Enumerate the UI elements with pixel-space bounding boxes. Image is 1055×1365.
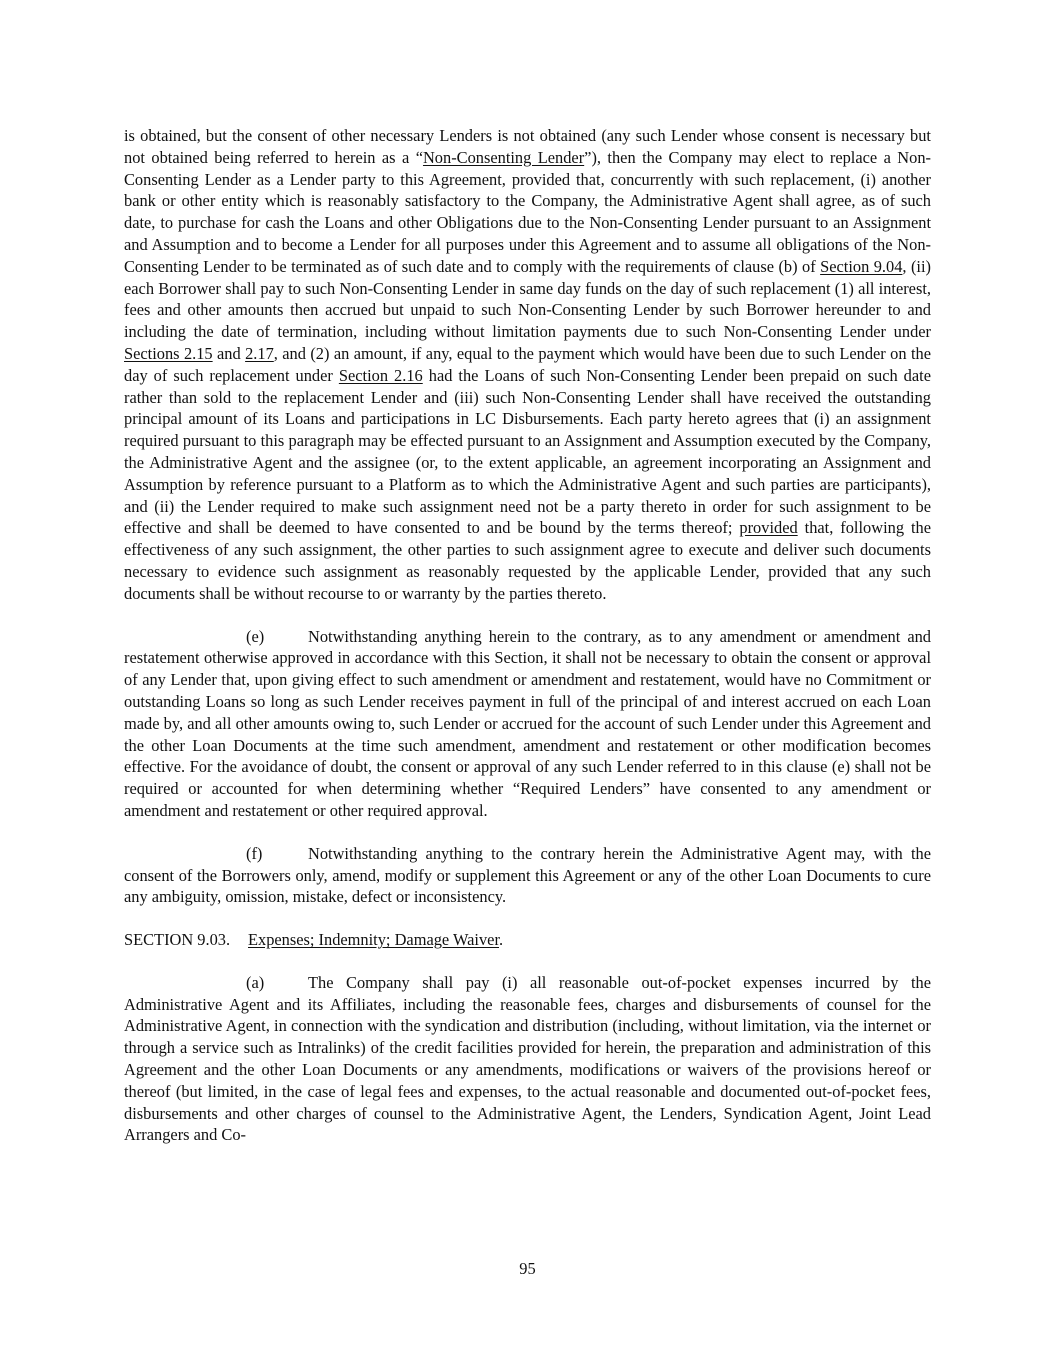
defined-term-non-consenting-lender: Non-Consenting Lender — [422, 147, 585, 167]
text-run: , (ii) each Borrower shall pay to such Non-Consenting Lender in same day funds on the day of such replacement (1) all interest, fees and other amounts then accrued but unpaid to such Non-Consenting Lender by such Borrower hereunder to and including the date of termination, including without limitation payments due to such Non-Consenting Lender under — [124, 256, 931, 342]
paragraph-non-consenting-lender — [124, 125, 931, 605]
clause-e — [124, 626, 931, 822]
clause-label: (a) — [246, 972, 265, 992]
emphasized-term-provided: provided — [739, 518, 798, 538]
text-run: that, following the effectiveness of any such assignment, the other parties to such assignment agree to execute and deliver such documents necessary to evidence such assignment as reasonably requested by the applicable Lender, provided that any such documents shall be without recourse to or warranty by the parties thereto. — [124, 518, 932, 603]
page-number: 95 — [519, 1259, 536, 1278]
section-number: SECTION 9.03. — [124, 930, 231, 950]
section-reference: Section 2.16 — [338, 365, 423, 385]
clause-label: (f) — [246, 843, 263, 863]
clause-text: Notwithstanding anything herein to the contrary, as to any amendment or amendment and restatement otherwise approved in accordance with this Section, it shall not be necessary to obtain the consent or approval of any Lender that, upon giving effect to such amendment or amendment and restatement, would have no Commitment or outstanding Loans so long as such Lender receives payment in full of the principal of and interest accrued on each Loan made by, and all other amounts owing to, such Lender or accrued for the account of such Lender under this Agreement and the other Loan Documents at the time such amendment, amendment and restatement or other modification becomes effective. For the avoidance of doubt, the consent or approval of any such Lender referred to in this clause (e) shall not be required or accounted for when determining whether “Required Lenders” have consented to any amendment or amendment and restatement or other required approval. — [124, 626, 931, 820]
section-heading — [124, 929, 931, 951]
text-run: ”), then the Company may elect to replace a Non-Consenting Lender as a Lender party to this Agreement, provided that, concurrently with such replacement, (i) another bank or other entity which is reasonably satisfactory to the Company, the Administrative Agent shall agree, as of such date, to purchase for cash the Loans and other Obligations due to the Non-Consenting Lender pursuant to an Assignment and Assumption and to become a Lender for all purposes under this Agreement and to assume all obligations of the Non-Consenting Lender to be terminated as of such date and to comply with the requirements of clause (b) of — [124, 147, 931, 276]
clause-f — [124, 843, 931, 908]
clause-text: The Company shall pay (i) all reasonable out-of-pocket expenses incurred by the Administrative Agent and its Affiliates, including the reasonable fees, charges and disbursements of counsel for the Administrative Agent, in connection with the syndication and distribution (including, without limitation, via the internet or through a service such as Intralinks) of the credit facilities provided for herein, the preparation and administration of this Agreement and the other Loan Documents or any amendments, modifications or waivers of the provisions hereof or thereof (but limited, in the case of legal fees and expenses, to the actual reasonable and documented out-of-pocket fees, disbursements and other charges of counsel to the Administrative Agent, the Lenders, Syndication Agent, Joint Lead Arrangers and Co- — [124, 972, 931, 1145]
section-reference: Section 9.04 — [820, 256, 903, 276]
clause-label: (e) — [246, 626, 265, 646]
text-run: , and (2) an amount, if any, equal to the payment which would have been due to such Lender on the day of such replacement under — [124, 343, 931, 385]
text-run: had the Loans of such Non-Consenting Lender been prepaid on such date rather than sold to the replacement Lender and (iii) such Non-Consenting Lender shall have received the outstanding principal amount of its Loans and participations in LC Disbursements. Each party hereto agrees that (i) an assignment required pursuant to this paragraph may be effected pursuant to an Assignment and Assumption executed by the Company, the Administrative Agent and the assignee (or, to the extent applicable, an agreement incorporating an Assignment and Assumption by reference pursuant to a Platform as to which the Administrative Agent and such parties are participants), and (ii) the Lender required to make such assignment need not be a party thereto in order for such assignment to be effective and shall be deemed to have consented to and be bound by the terms thereof; — [124, 365, 931, 538]
section-title: Expenses; Indemnity; Damage Waiver — [248, 930, 499, 950]
text-run: is obtained, but the consent of other necessary Lenders is not obtained (any such Lender whose consent is necessary but not obtained being referred to herein as a “ — [124, 126, 931, 167]
section-reference: 2.17 — [245, 343, 274, 363]
page-body — [124, 125, 931, 1146]
clause-text: Notwithstanding anything to the contrary herein the Administrative Agent may, with the consent of the Borrowers only, amend, modify or supplement this Agreement or any of the other Loan Documents to cure any ambiguity, omission, mistake, defect or inconsistency. — [124, 843, 931, 907]
section-reference: Sections 2.15 — [124, 343, 213, 363]
clause-a — [124, 972, 931, 1146]
text-run: and — [212, 343, 246, 363]
section-title-period: . — [499, 930, 504, 950]
